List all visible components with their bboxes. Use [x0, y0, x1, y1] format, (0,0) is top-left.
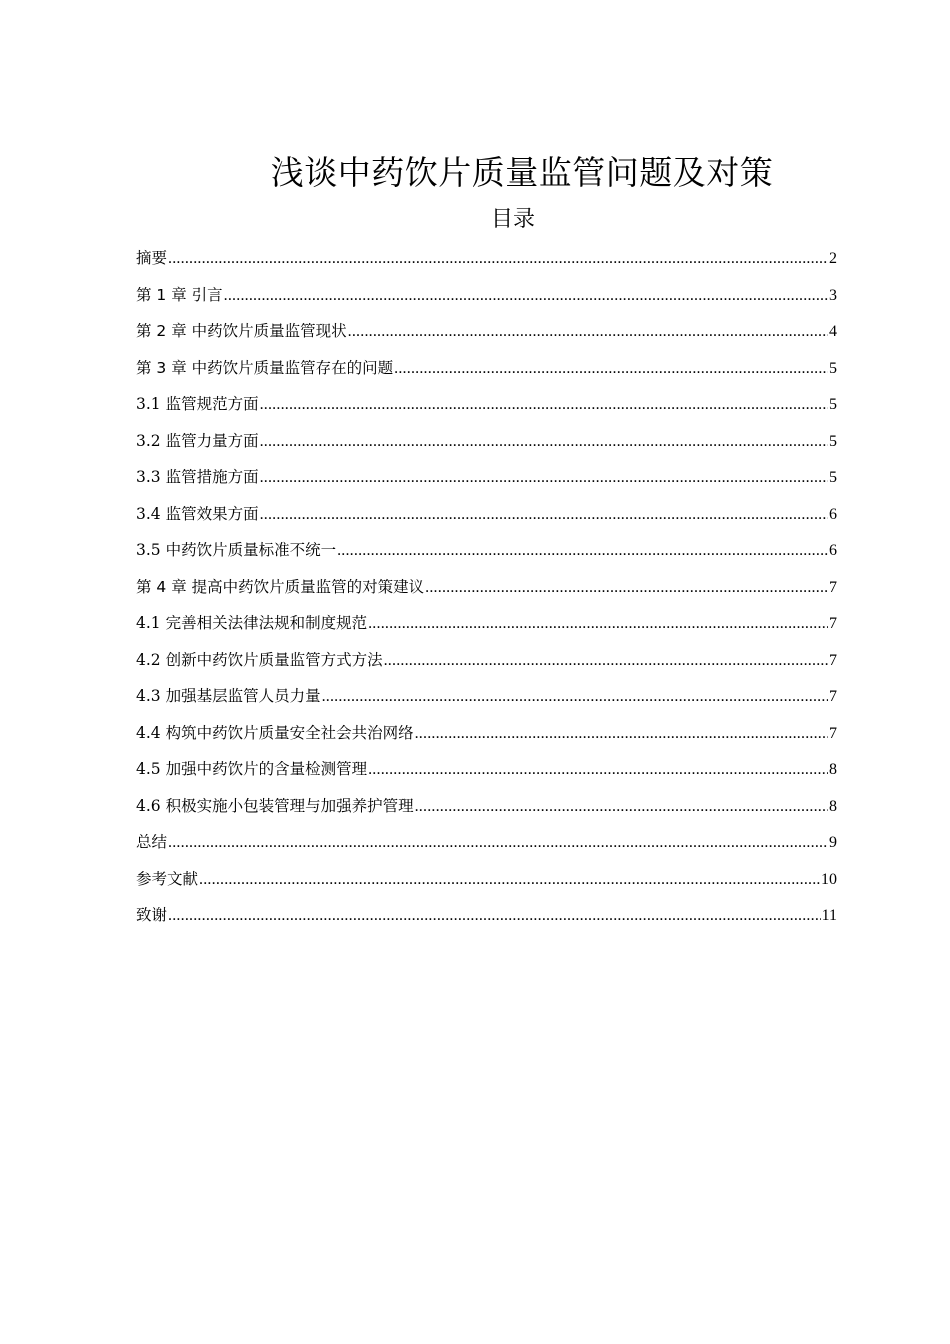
toc-entry[interactable]: [136, 386, 837, 423]
table-of-contents: [136, 240, 837, 934]
toc-entry-label: 4.5 加强中药饮片的含量检测管理: [136, 760, 368, 778]
toc-entry-page: 8: [829, 761, 837, 778]
toc-leader-dots: [168, 241, 828, 278]
toc-entry-label: 参考文献: [136, 869, 199, 888]
toc-leader-dots: [168, 898, 821, 935]
toc-entry[interactable]: [136, 715, 837, 752]
toc-entry-label: 摘要: [136, 249, 168, 267]
toc-entry-page: 10: [821, 870, 837, 888]
toc-entry[interactable]: [136, 751, 837, 788]
toc-entry[interactable]: [136, 824, 837, 861]
toc-entry-page: 11: [821, 907, 837, 924]
toc-entry-label: 第 2 章 中药饮片质量监管现状: [136, 322, 347, 340]
toc-leader-dots: [394, 351, 828, 388]
toc-entry-label: 3.5 中药饮片质量标准不统一: [136, 541, 337, 559]
toc-leader-dots: [368, 752, 828, 789]
toc-leader-dots: [168, 825, 828, 862]
toc-entry[interactable]: [136, 350, 837, 387]
toc-entry[interactable]: [136, 313, 837, 350]
toc-entry[interactable]: [136, 532, 837, 569]
toc-leader-dots: [199, 862, 820, 899]
toc-entry-label: 4.1 完善相关法律法规和制度规范: [136, 614, 368, 632]
toc-leader-dots: [260, 460, 828, 497]
toc-entry-page: 6: [829, 505, 837, 523]
toc-entry-page: 3: [829, 286, 837, 304]
toc-entry-label: 第 1 章 引言: [136, 285, 223, 304]
toc-leader-dots: [224, 278, 828, 315]
toc-entry[interactable]: [136, 240, 837, 277]
toc-entry[interactable]: [136, 569, 837, 606]
toc-entry-page: 6: [829, 542, 837, 559]
toc-leader-dots: [368, 606, 828, 643]
toc-entry-page: 7: [829, 688, 837, 705]
toc-heading: 目录: [490, 207, 535, 232]
toc-entry[interactable]: [136, 897, 837, 934]
toc-entry-label: 3.1 监管规范方面: [136, 395, 259, 413]
toc-leader-dots: [425, 570, 828, 607]
toc-entry-page: 5: [829, 432, 837, 450]
toc-entry-page: 5: [829, 469, 837, 486]
toc-leader-dots: [348, 314, 828, 351]
toc-entry-label: 第 3 章 中药饮片质量监管存在的问题: [136, 358, 394, 377]
toc-leader-dots: [322, 679, 828, 716]
toc-entry[interactable]: [136, 459, 837, 496]
toc-entry[interactable]: [136, 642, 837, 679]
toc-entry-label: 3.2 监管力量方面: [136, 431, 259, 450]
toc-entry-label: 致谢: [136, 906, 168, 924]
toc-entry-page: 8: [829, 797, 837, 815]
toc-entry-page: 5: [829, 359, 837, 377]
document-title: 浅谈中药饮片质量监管问题及对策: [270, 153, 774, 193]
toc-leader-dots: [260, 387, 828, 424]
toc-entry-label: 3.3 监管措施方面: [136, 468, 259, 486]
toc-entry[interactable]: [136, 277, 837, 314]
toc-leader-dots: [415, 716, 828, 753]
toc-entry-page: 7: [829, 615, 837, 632]
toc-entry-page: 2: [829, 250, 837, 267]
toc-entry[interactable]: [136, 605, 837, 642]
toc-entry-page: 7: [829, 724, 837, 742]
toc-entry-label: 4.6 积极实施小包装管理与加强养护管理: [136, 796, 414, 815]
toc-entry[interactable]: [136, 496, 837, 533]
toc-leader-dots: [415, 789, 828, 826]
toc-leader-dots: [260, 424, 828, 461]
toc-entry-label: 总结: [136, 833, 168, 851]
toc-entry[interactable]: [136, 678, 837, 715]
toc-entry[interactable]: [136, 788, 837, 825]
toc-entry-label: 4.2 创新中药饮片质量监管方式方法: [136, 650, 383, 669]
toc-entry-label: 4.3 加强基层监管人员力量: [136, 687, 321, 705]
toc-leader-dots: [337, 533, 828, 570]
toc-entry-page: 7: [829, 578, 837, 596]
toc-entry[interactable]: [136, 423, 837, 460]
toc-entry-label: 3.4 监管效果方面: [136, 504, 259, 523]
toc-entry-page: 4: [829, 323, 837, 340]
toc-entry-label: 4.4 构筑中药饮片质量安全社会共治网络: [136, 723, 414, 742]
toc-entry[interactable]: [136, 861, 837, 898]
toc-leader-dots: [384, 643, 828, 680]
toc-entry-page: 7: [829, 651, 837, 669]
toc-entry-page: 5: [829, 396, 837, 413]
toc-entry-page: 9: [829, 834, 837, 851]
toc-entry-label: 第 4 章 提高中药饮片质量监管的对策建议: [136, 577, 425, 596]
toc-leader-dots: [260, 497, 828, 534]
